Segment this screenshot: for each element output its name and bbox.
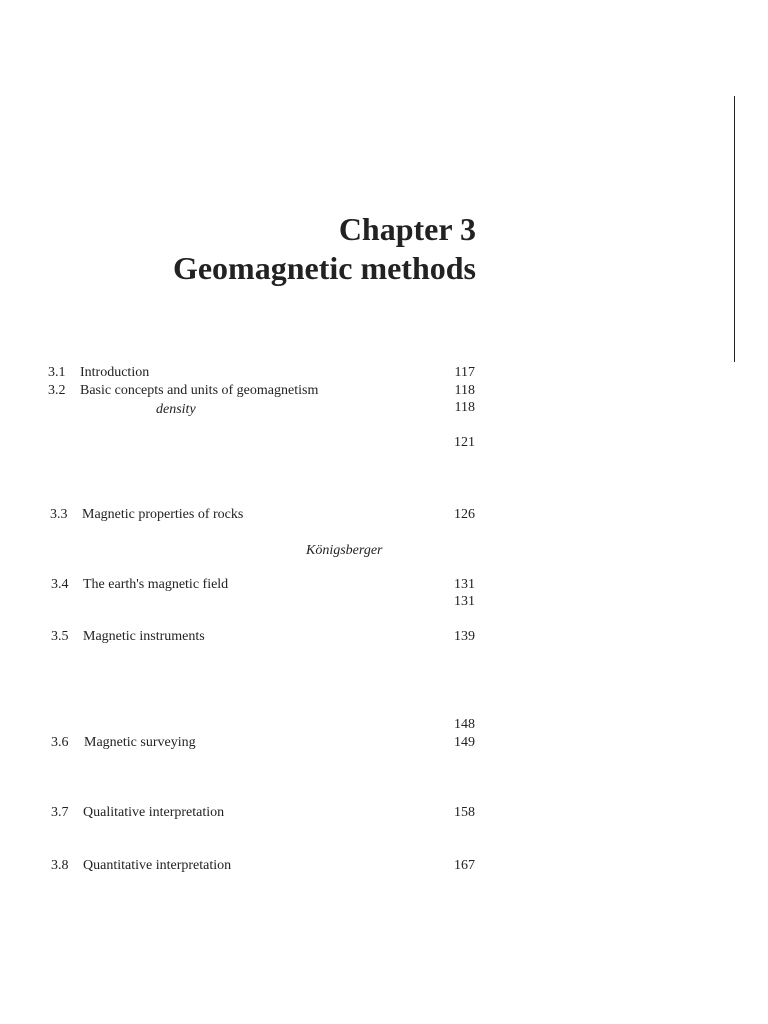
toc-fragment-konigsberger: Königsberger [306, 543, 383, 558]
toc-entry-title: The earth's magnetic field [83, 577, 229, 592]
toc-fragment-page: 131 [454, 594, 475, 609]
toc-entry-number: 3.1 [48, 365, 66, 380]
toc-entry-page: 149 [454, 735, 475, 750]
toc-entry-title: Magnetic properties of rocks [82, 507, 244, 522]
toc-entry-page: 126 [454, 507, 475, 522]
chapter-number: Chapter 3 [338, 211, 476, 247]
toc-entry-title: Magnetic surveying [84, 735, 196, 750]
toc-entry-title: Qualitative interpretation [83, 805, 225, 820]
toc-entry-title: Magnetic instruments [83, 629, 205, 644]
toc-entry-page: 118 [454, 383, 475, 398]
toc-entry-number: 3.6 [51, 735, 69, 750]
toc-fragment-density: density [156, 402, 196, 417]
toc-entry-page: 167 [454, 858, 475, 873]
toc-entry-number: 3.2 [48, 383, 66, 398]
toc-entry-number: 3.8 [51, 858, 69, 873]
chapter-title: Geomagnetic methods [172, 250, 476, 286]
toc-entry-page: 117 [454, 365, 475, 380]
toc-entry-number: 3.3 [50, 507, 68, 522]
toc-entry-number: 3.5 [51, 629, 69, 644]
toc-entry-page: 139 [454, 629, 475, 644]
toc-entry-title: Introduction [80, 365, 150, 380]
toc-fragment-page: 121 [454, 435, 475, 450]
toc-fragment-page: 148 [454, 717, 475, 732]
toc-entry-number: 3.7 [51, 805, 69, 820]
margin-rule [734, 96, 735, 362]
toc-entry-title: Quantitative interpretation [83, 858, 232, 873]
toc-fragment-page: 118 [454, 400, 475, 415]
toc-entry-number: 3.4 [51, 577, 69, 592]
toc-entry-page: 158 [454, 805, 475, 820]
toc-entry-title: Basic concepts and units of geomagnetism [80, 383, 319, 398]
toc-entry-page: 131 [454, 577, 475, 592]
